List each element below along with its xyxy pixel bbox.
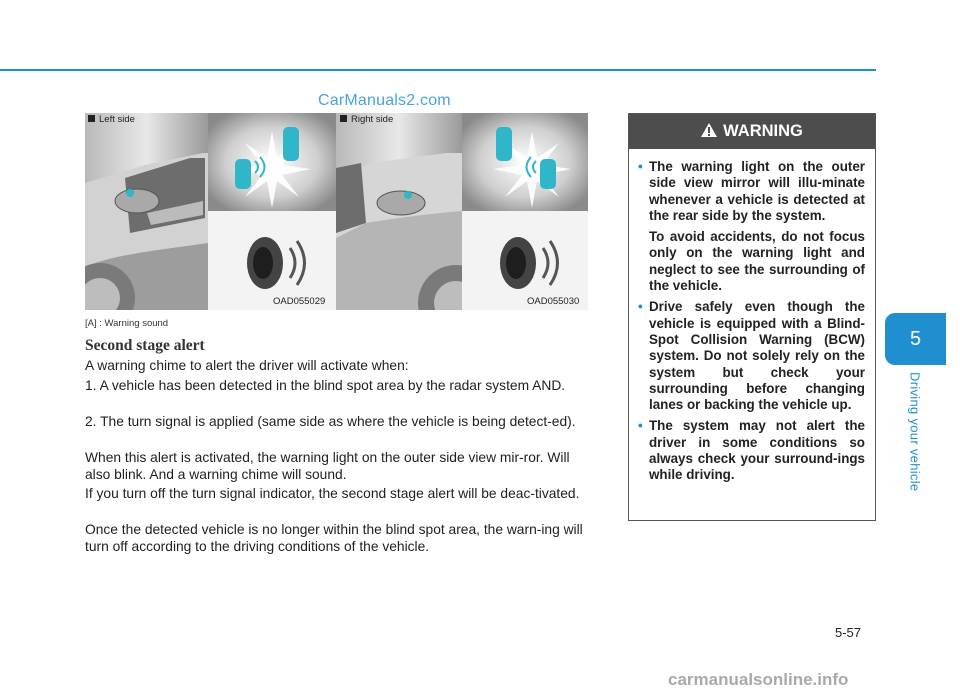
warning-triangle-icon [701,123,717,137]
figure-code-right: OAD055030 [527,296,580,307]
car-icon [283,127,299,161]
figure-caption: [A] : Warning sound [85,318,169,329]
bullet-icon: • [638,418,643,434]
warning-title: WARNING [723,122,803,140]
mirror-warning-light-icon [404,191,412,199]
section-title: Second stage alert [85,337,205,354]
square-bullet-icon [340,115,347,122]
left-side-label: Left side [88,114,135,125]
list-item: 2. The turn signal is applied (same side as where the vehicle is being detect-ed). [85,414,576,429]
body-paragraph: When this alert is activated, the warning light on the outer side view mir-ror. Will also blink. And a warning chime will sound. [85,450,570,482]
warning-item: • The system may not alert the driver in some conditions so always check your surround-ings while driving. [638,418,865,483]
page-number: 5-57 [835,625,862,640]
chapter-number-tab: 5 [885,313,946,365]
bullet-icon: • [638,159,643,174]
car-icon [496,127,512,161]
car-icon [235,159,251,189]
body-paragraph: If you turn off the turn signal indicator, the second stage alert will be deac-tivated. [85,486,580,501]
mirror-warning-light-icon [126,189,134,197]
body-paragraph: Once the detected vehicle is no longer within the blind spot area, the warn-ing will turn off according to the driving conditions of the vehicle. [85,522,583,554]
warning-box [628,113,876,521]
figure-left-side [85,113,336,310]
intro-paragraph: A warning chime to alert the driver will activate when: [85,358,409,373]
square-bullet-icon [88,115,95,122]
warning-list [629,149,875,484]
chapter-label: Driving your vehicle [907,372,923,492]
header-rule [0,69,876,71]
watermark-top: CarManuals2.com [318,92,451,109]
watermark-bottom: carmanualsonline.info [668,670,849,689]
warning-header [629,114,875,149]
car-icon [540,159,556,189]
figure-code-left: OAD055029 [273,296,326,307]
left-side-illustration [85,113,336,310]
bullet-icon: • [638,299,643,315]
right-side-illustration [336,113,588,310]
warning-item: • Drive safely even though the vehicle is equipped with a Blind-Spot Collision Warning (BCW) system. Do not solely rely on the system but check your surrounding before changing lanes or backing the vehicle up. [638,299,865,413]
list-item: 1. A vehicle has been detected in the blind spot area by the radar system AND. [85,378,566,393]
right-side-label: Right side [340,114,393,125]
warning-item: • The warning light on the outer side view mirror will illu-minate whenever a vehicle is detected at the rear side by the system. To avoid accidents, do not focus only on the warning light and neglect to see the surrounding of the vehicle. [638,159,865,294]
figure-right-side [336,113,588,310]
